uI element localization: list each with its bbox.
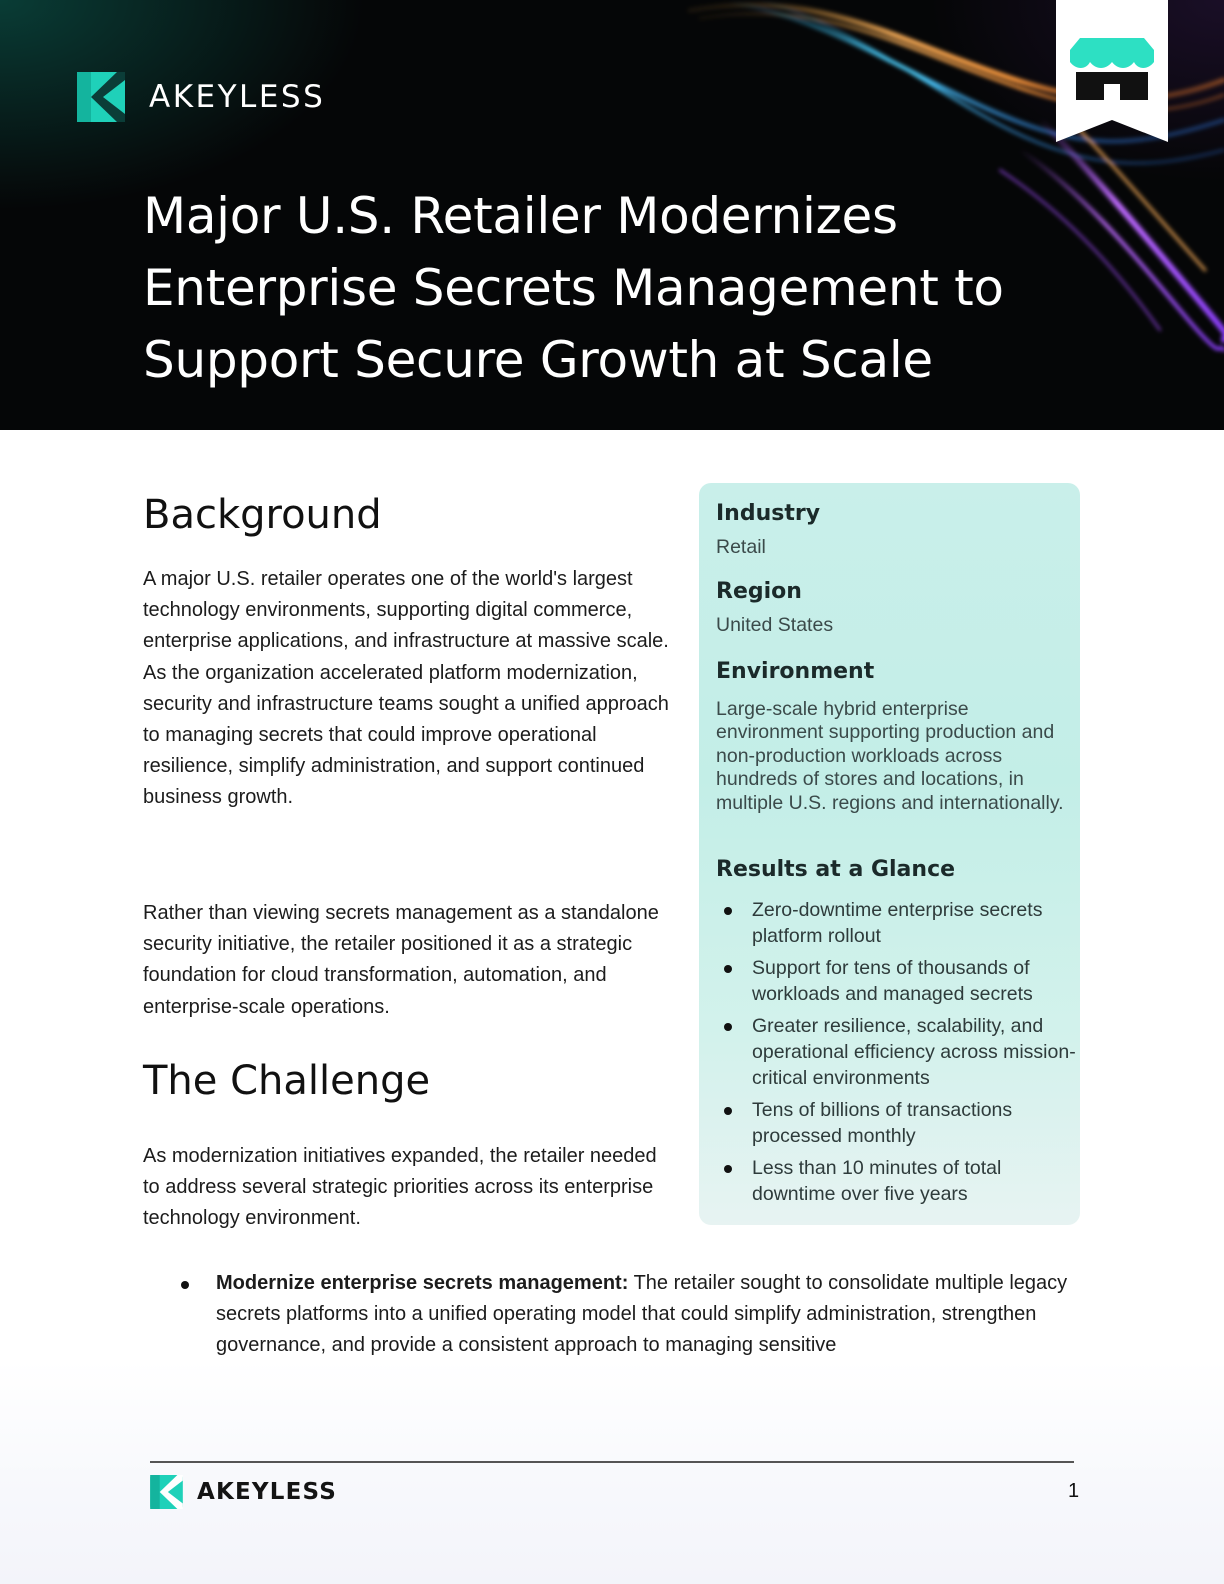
- summary-sidebar: [699, 483, 1080, 1225]
- result-text: Zero-downtime enterprise secrets platform rollout: [752, 899, 1043, 947]
- environment-label: Environment: [716, 659, 875, 684]
- storefront-icon: [1056, 0, 1168, 145]
- industry-value: Retail: [716, 536, 766, 558]
- bullet-icon: [724, 1165, 732, 1173]
- challenge-bullet: [143, 1268, 1083, 1362]
- result-text: Tens of billions of transactions processed monthly: [752, 1099, 1013, 1147]
- background-paragraph: A major U.S. retailer operates one of the world's largest technology environments, supporting digital commerce, enterprise applications, and infrastructure at massive scale. As the organization accelerated platform modernization, security and infrastructure teams sought a unified approach to managing secrets that could improve operational resilience, simplify administration, and support continued business growth.: [143, 568, 669, 809]
- bullet-icon: [724, 907, 732, 915]
- footer-divider: [150, 1461, 1074, 1463]
- footer-logo: [150, 1475, 337, 1509]
- page-number: 1: [1068, 1480, 1080, 1502]
- list-item: [716, 1155, 1076, 1207]
- background-heading: Background: [143, 492, 382, 538]
- results-label: Results at a Glance: [716, 857, 956, 882]
- title-line: Support Secure Growth at Scale: [143, 331, 933, 389]
- result-text: Greater resilience, scalability, and operational efficiency across mission-critical environments: [752, 1015, 1076, 1089]
- challenge-bullet-title: Modernize enterprise secrets management:: [216, 1272, 629, 1294]
- brand-name: AKEYLESS: [149, 79, 326, 115]
- bullet-icon: [181, 1281, 189, 1289]
- list-item: [716, 955, 1076, 1007]
- challenge-bullet-text: [216, 1268, 1083, 1362]
- list-item: [716, 1097, 1076, 1149]
- challenge-bullet-body: The retailer sought to consolidate multiple legacy secrets platforms into a unified operating model that could simplify administration, strengthen governance, and provide a consistent approach to managing sensitive: [216, 1272, 1068, 1357]
- page-title: [143, 180, 1143, 396]
- akeyless-k-icon: [150, 1475, 183, 1509]
- header-logo: [77, 72, 325, 122]
- region-value: United States: [716, 614, 834, 636]
- background-paragraph: Rather than viewing secrets management as a standalone security initiative, the retailer positioned it as a strategic foundation for cloud transformation, automation, and enterprise-scale operations.: [143, 902, 659, 1018]
- result-text: Less than 10 minutes of total downtime over five years: [752, 1157, 1002, 1205]
- industry-label: Industry: [716, 501, 821, 526]
- challenge-intro: As modernization initiatives expanded, the retailer needed to address several strategic priorities across its enterprise technology environment.: [143, 1145, 657, 1230]
- region-label: Region: [716, 579, 802, 604]
- bullet-icon: [724, 1023, 732, 1031]
- bullet-icon: [724, 965, 732, 973]
- list-item: [716, 1013, 1076, 1091]
- environment-value: Large-scale hybrid enterprise environment supporting production and non-production workloads across hundreds of stores and locations, in multiple U.S. regions and internationally.: [716, 698, 1064, 814]
- results-list: [716, 897, 1076, 1213]
- footer-background: [0, 1360, 1224, 1584]
- title-line: Enterprise Secrets Management to: [143, 259, 1004, 317]
- title-line: Major U.S. Retailer Modernizes: [143, 187, 898, 245]
- hero-banner: [0, 0, 1224, 430]
- list-item: [716, 897, 1076, 949]
- footer-brand-name: AKEYLESS: [197, 1479, 338, 1505]
- akeyless-k-icon: [77, 72, 125, 122]
- challenge-heading: The Challenge: [143, 1058, 431, 1104]
- bullet-icon: [724, 1107, 732, 1115]
- result-text: Support for tens of thousands of workloads and managed secrets: [752, 957, 1033, 1005]
